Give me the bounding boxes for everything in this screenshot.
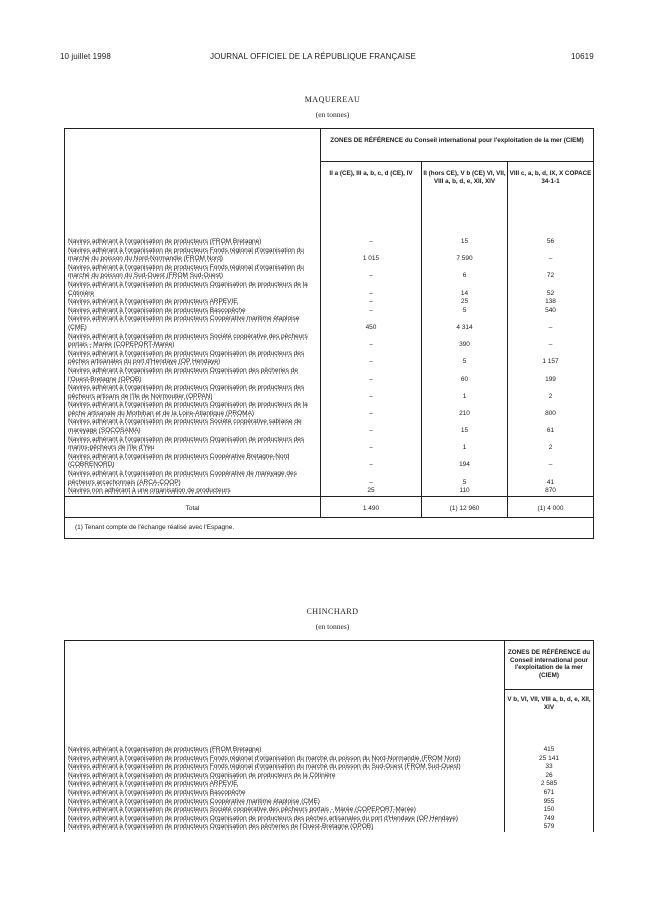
row-value: 1 [422, 384, 508, 401]
table-row [65, 798, 594, 807]
row-value: 5 [422, 307, 508, 316]
maquereau-unit: (en tonnes) [315, 110, 350, 119]
row-label: Navires adhérant à l'organisation de producteurs Bascopêche [68, 788, 246, 796]
row-value: 4 314 [422, 315, 508, 332]
row-value: – [321, 470, 422, 487]
row-value: 2 585 [505, 780, 594, 789]
table-row [65, 436, 594, 453]
table-row [65, 315, 594, 332]
row-label: Navires adhérant à l'organisation de producteurs Organisation de producteurs de la pêche artisanale du Morbihan et de la Loire-Atlantique (PROMA) [68, 401, 308, 417]
table-row [65, 487, 594, 496]
chinchard-unit: (en tonnes) [315, 622, 350, 631]
chinchard-table [64, 640, 594, 832]
row-label: Navires adhérant à l'organisation de producteurs Bascopêche [68, 306, 246, 314]
row-value: 540 [508, 307, 594, 316]
header-date: 10 juillet 1998 [60, 52, 111, 61]
chinchard-title: CHINCHARD [306, 607, 359, 616]
row-label: Navires adhérant à l'organisation de producteurs Société coopérative des pêcheurs portais - Marée (COPEPORT-Marée) [68, 806, 416, 814]
row-value: – [508, 333, 594, 350]
row-label: Navires adhérant à l'organisation de producteurs Coopérative Bretagne-Nord (COBRENORD) [68, 452, 290, 469]
row-value: – [508, 315, 594, 332]
maquereau-title: MAQUEREAU [304, 95, 361, 104]
row-value: – [508, 453, 594, 470]
row-value: 15 [422, 210, 508, 247]
row-value: 2 [508, 384, 594, 401]
table-row [65, 780, 594, 789]
row-value: 955 [505, 798, 594, 807]
chinchard-blank-header [65, 641, 505, 723]
maquereau-total-cell: (1) 12 960 [422, 496, 508, 518]
row-value: – [321, 333, 422, 350]
row-value: 72 [508, 264, 594, 281]
row-value: 870 [508, 487, 594, 496]
row-label: Navires adhérant à l'organisation de producteurs Coopérative de mareyage des pêcheurs arcachonnais (ARCA-COOP) [68, 470, 297, 486]
maquereau-rows [65, 210, 594, 496]
row-label: Navires adhérant à l'organisation de producteurs Organisation de producteurs de la Côtinière [68, 771, 336, 779]
row-value: 15 [422, 418, 508, 435]
row-label: Navires adhérant à l'organisation de producteurs Organisation de producteurs des pêcheurs artisans de l'île de Noirmoutier (OPPAN) [68, 384, 305, 400]
row-value: 7 590 [422, 247, 508, 264]
row-label: Navires adhérant à l'organisation de producteurs Coopérative maritime étaploise (CME) [68, 315, 300, 331]
row-value: 41 [508, 470, 594, 487]
chinchard-rows [65, 722, 594, 832]
row-value: – [508, 247, 594, 264]
maquereau-footnote: (1) Tenant compte de l'échange réalisé avec l'Espagne. [65, 518, 594, 539]
row-value: 33 [505, 763, 594, 772]
row-value: 194 [422, 453, 508, 470]
row-value: – [321, 436, 422, 453]
row-value: 56 [508, 210, 594, 247]
chinchard-zones-header: ZONES DE RÉFÉRENCE du Conseil international pour l'exploitation de la mer (CIEM) [505, 641, 594, 690]
row-label: Navires adhérant à l'organisation de producteurs Coopérative maritime étaploise (CME) [68, 797, 320, 805]
row-label: Navires adhérant à l'organisation de producteurs Organisation des pêcheries de l'Ouest-Bretagne (OPOB) [68, 823, 374, 831]
row-value: – [321, 401, 422, 418]
table-row [65, 333, 594, 350]
table-row [65, 298, 594, 307]
row-value: 199 [508, 367, 594, 384]
row-label: Navires adhérant à l'organisation de producteurs Organisation des pêcheries de l'Ouest-Bretagne (OPOB) [68, 366, 298, 383]
row-label: Navires adhérant à l'organisation de producteurs (FROM Bretagne) [68, 238, 262, 245]
row-value: – [321, 384, 422, 401]
row-value: 450 [321, 315, 422, 332]
row-value: 5 [422, 470, 508, 487]
row-value: – [321, 264, 422, 281]
row-label: Navires adhérant à l'organisation de producteurs Organisation de producteurs de la Côtinière [68, 280, 308, 297]
row-value: 415 [505, 722, 594, 755]
table-row [65, 307, 594, 316]
row-value: – [321, 453, 422, 470]
table-row [65, 722, 594, 755]
row-label: Navires adhérant à l'organisation de producteurs Fonds régional d'organisation du marché du poisson du Nord-Normandie (FROM Nord) [68, 754, 461, 762]
table-row [65, 823, 594, 832]
row-label: Navires adhérant à l'organisation de producteurs Société coopérative sablaise de mareyage (SOCOSAMA) [68, 418, 302, 435]
row-value: – [321, 367, 422, 384]
row-label: Navires adhérant à l'organisation de producteurs Société coopérative des pêcheurs portais - Marée (COPEPORT-Marée) [68, 332, 308, 349]
row-value: – [321, 298, 422, 307]
row-value: 2 [508, 436, 594, 453]
row-value: 6 [422, 264, 508, 281]
maquereau-total-cell: (1) 4 000 [508, 496, 594, 518]
table-row [65, 210, 594, 247]
row-value: 110 [422, 487, 508, 496]
table-row [65, 384, 594, 401]
table-row [65, 281, 594, 298]
row-value: – [321, 281, 422, 298]
row-value: 800 [508, 401, 594, 418]
maquereau-blank-header [65, 129, 321, 211]
row-value: 210 [422, 401, 508, 418]
row-value: 61 [508, 418, 594, 435]
row-value: – [321, 210, 422, 247]
table-row [65, 789, 594, 798]
row-value: 671 [505, 789, 594, 798]
row-value: 150 [505, 806, 594, 815]
table-row [65, 247, 594, 264]
table-row [65, 815, 594, 824]
maquereau-table [64, 128, 594, 539]
row-value: – [321, 418, 422, 435]
maquereau-total-label: Total [65, 496, 321, 518]
row-value: 5 [422, 350, 508, 367]
maquereau-col-header: VIII c, a, b, d, IX, X COPACE 34-1-1 [508, 162, 594, 211]
maquereau-col-header: II (hors CE), V b (CE) VI, VII, VIII a, b, d, e, XII, XIV [422, 162, 508, 211]
row-value: – [321, 307, 422, 316]
maquereau-total-row [65, 496, 594, 518]
row-value: 52 [508, 281, 594, 298]
row-label: Navires adhérant à l'organisation de producteurs (FROM Bretagne) [68, 746, 262, 753]
row-value: 26 [505, 772, 594, 781]
chinchard-col-header: V b, VI, VII, VIII a, b, d, e, XII, XIV [505, 690, 594, 723]
table-row [65, 763, 594, 772]
row-label: Navires adhérant à l'organisation de producteurs Organisation de producteurs des marins-pêcheurs de l'île d'Yeu [68, 435, 305, 452]
row-value: 25 [321, 487, 422, 496]
row-value: 1 [422, 436, 508, 453]
row-label: Navires adhérant à l'organisation de producteurs ARPEVIE [68, 298, 238, 306]
row-value: 138 [508, 298, 594, 307]
row-label: Navires non adhérant à une organisation de producteurs [68, 487, 231, 495]
row-value: 1 015 [321, 247, 422, 264]
table-row [65, 367, 594, 384]
row-value: 749 [505, 815, 594, 824]
maquereau-col-header: II a (CE), III a, b, c, d (CE), IV [321, 162, 422, 211]
table-row [65, 470, 594, 487]
table-row [65, 453, 594, 470]
row-label: Navires adhérant à l'organisation de producteurs Fonds régional d'organisation du marché du poisson du Nord-Normandie (FROM Nord) [68, 246, 304, 263]
row-value: 1 157 [508, 350, 594, 367]
row-value: 390 [422, 333, 508, 350]
table-row [65, 401, 594, 418]
row-value: 579 [505, 823, 594, 832]
row-label: Navires adhérant à l'organisation de producteurs Organisation de producteurs des pêches artisanales du port d'Hendaye (OP Hendaye) [68, 814, 459, 822]
table-row [65, 418, 594, 435]
row-value: 14 [422, 281, 508, 298]
row-value: 25 [422, 298, 508, 307]
maquereau-zones-header: ZONES DE RÉFÉRENCE du Conseil international pour l'exploitation de la mer (CIEM) [321, 129, 594, 162]
header-page-number: 10619 [571, 52, 594, 61]
maquereau-total-cell: 1 490 [321, 496, 422, 518]
table-row [65, 806, 594, 815]
table-row [65, 755, 594, 764]
row-value: 25 141 [505, 755, 594, 764]
row-value: – [321, 350, 422, 367]
row-label: Navires adhérant à l'organisation de producteurs Organisation de producteurs des pêches artisanales du port d'Hendaye (OP Hendaye) [68, 349, 305, 366]
table-row [65, 772, 594, 781]
row-label: Navires adhérant à l'organisation de producteurs ARPEVIE [68, 780, 238, 788]
header-journal: JOURNAL OFFICIEL DE LA RÉPUBLIQUE FRANÇAISE [210, 52, 416, 61]
row-label: Navires adhérant à l'organisation de producteurs Fonds régional d'organisation du marché du poisson du Sud-Ouest (FROM Sud-Ouest) [68, 263, 304, 280]
maquereau-footnote-row [65, 518, 594, 539]
row-value: 60 [422, 367, 508, 384]
table-row [65, 264, 594, 281]
row-label: Navires adhérant à l'organisation de producteurs Fonds régional d'organisation du marché du poisson du Sud-Ouest (FROM Sud-Ouest) [68, 763, 461, 771]
table-row [65, 350, 594, 367]
